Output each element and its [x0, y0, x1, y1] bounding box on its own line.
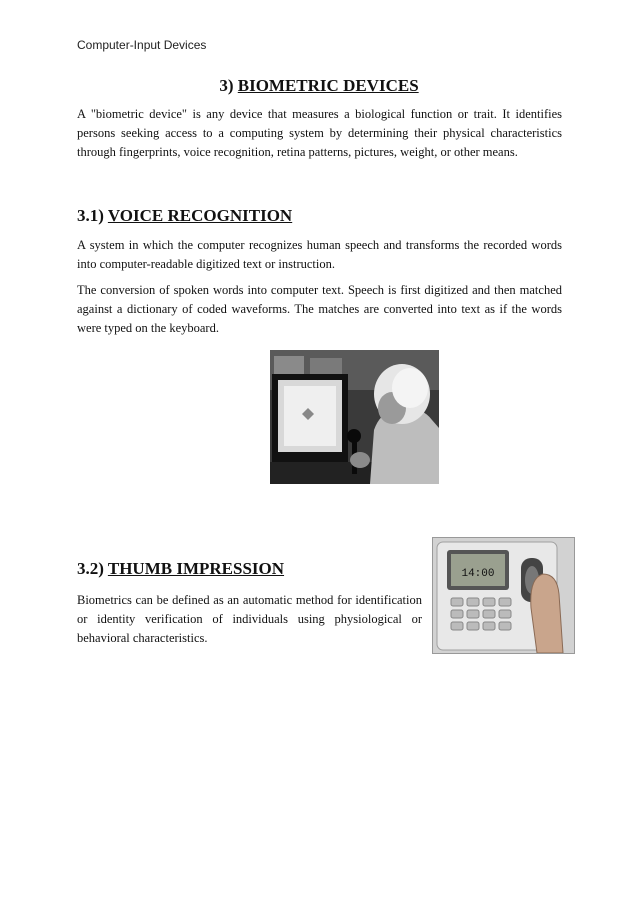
- page-header: Computer-Input Devices: [77, 38, 207, 52]
- section-3-1-title: VOICE RECOGNITION: [107, 206, 293, 225]
- section-3-title: BIOMETRIC DEVICES: [237, 76, 419, 95]
- voice-recognition-para-1: A system in which the computer recognizes human speech and transforms the recorded words into computer-readable digitized text or instruction.: [77, 238, 562, 271]
- section-3-heading: [0, 76, 638, 96]
- section-3-2-heading: [77, 559, 284, 579]
- section-3-body: A "biometric device" is any device that measures a biological function or trait. It identifies persons seeking access to a computing system by determining their physical characteristics through fingerprints, voice recognition, retina patterns, pictures, weight, or other means.: [77, 107, 562, 159]
- section-3-1-number: 3.1): [77, 206, 104, 225]
- thumb-impression-photo: [432, 537, 575, 654]
- thumb-impression-body: Biometrics can be defined as an automatic method for identification or identity verification of individuals using physiological or behavioral characteristics.: [77, 593, 422, 645]
- section-3-2-number: 3.2): [77, 559, 104, 578]
- voice-recognition-photo: [270, 350, 439, 484]
- section-3-2-title: THUMB IMPRESSION: [107, 559, 285, 578]
- device-clock-display: 14:00: [461, 568, 495, 580]
- section-3-number: 3): [219, 76, 234, 95]
- section-3-1-heading: [77, 206, 292, 226]
- voice-recognition-para-2: The conversion of spoken words into computer text. Speech is first digitized and then matched against a dictionary of coded waveforms. The matches are converted into text as if the words were typed on the keyboard.: [77, 283, 562, 335]
